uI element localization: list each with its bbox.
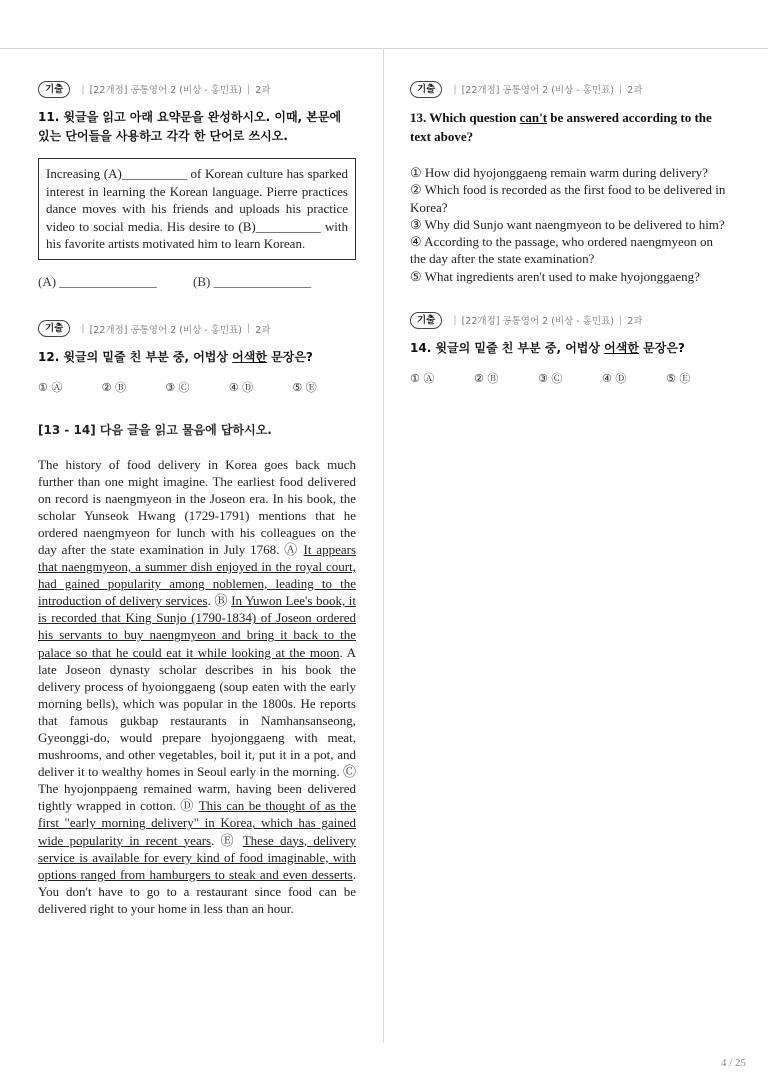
q13-choices [410, 164, 730, 285]
column-divider [383, 48, 384, 1043]
q14-option-2[interactable]: ② Ⓑ [474, 372, 499, 386]
q11-summary-box: Increasing (A)__________ of Korean culture has sparked interest in learning the Korean language. Pierre practices dance moves with his friends and uploads his practice video to social media. His desire to (B)__________ with his favorite artists motivated him to learn Korean. [38, 158, 356, 260]
q13-choice-2[interactable]: ② Which food is recorded as the first food to be delivered in Korea? [410, 182, 726, 215]
underlined-sentence-b: In Yuwon Lee's book, it is recorded that King Sunjo (1790-1834) of Joseon ordered his servants to buy naengmyeon and bring it back to the palace so that he could eat it while looking at the moon [38, 593, 356, 660]
separator: | [453, 314, 457, 326]
separator: | [81, 83, 85, 95]
q14-option-5[interactable]: ⑤ Ⓔ [666, 372, 691, 386]
q11-title: 11. 윗글을 읽고 아래 요약문을 완성하시오. 이때, 본문에 있는 단어들을 사용하고 각각 한 단어로 쓰시오. [38, 110, 342, 143]
lesson-label: 2과 [627, 316, 643, 328]
lesson-label: 2과 [255, 85, 271, 96]
q14-option-3[interactable]: ③ Ⓒ [538, 372, 563, 386]
source-label: [22개정] 공통영어 2 (비상 - 홍민표) [461, 85, 614, 96]
separator: | [247, 83, 251, 95]
separator: | [81, 323, 85, 334]
q12-option-3[interactable]: ③ Ⓒ [165, 380, 190, 394]
top-rule [0, 48, 768, 49]
q13-choice-4[interactable]: ④ According to the passage, who ordered naengmyeon on the day after the state examination? [410, 234, 713, 267]
separator: | [453, 83, 457, 95]
separator: | [619, 83, 623, 95]
q13-choice-3[interactable]: ③ Why did Sunjo want naengmyeon to be delivered to him? [410, 216, 725, 232]
exam-tag: 기출 [38, 81, 70, 98]
q13-title-pre: 13. Which question [410, 110, 520, 125]
q14-option-4[interactable]: ④ Ⓓ [602, 372, 627, 386]
reading-passage [38, 456, 356, 918]
q13-title-post: be answered according to the text above? [410, 110, 712, 144]
lesson-label: 2과 [627, 85, 643, 96]
source-label: [22개정] 공통영어 2 (비상 - 홍민표) [461, 316, 614, 328]
passage-text: . You don't have to go to a restaurant since food can be delivered right to your home in less than an hour. [38, 866, 356, 916]
q12-option-5[interactable]: ⑤ Ⓔ [292, 380, 317, 394]
left-column [38, 80, 356, 917]
q14-title-post: 문장은? [638, 341, 685, 356]
q14-option-1[interactable]: ① Ⓐ [410, 372, 435, 386]
q14-options [410, 370, 730, 386]
q12-source-line [38, 320, 356, 338]
section-title: [13 - 14] 다음 글을 읽고 물음에 답하시오. [38, 422, 272, 437]
passage-text: . A late Joseon dynasty scholar describes in his book the delivery process of hyoionggaeng (soup eaten with the early morning bells), which was popular in the 1800s. He reports that famous gukbap restaurants in Namhansanseong, Gyeonggi-do, would prepare hyojonggaeng with meat, mushrooms, and other vegetables, boil it, put it in a pot, and deliver it to wealthy homes in Seoul early in the morning. Ⓒ The hyojonppaeng remained warm, having been delivered tightly wrapped in cotton. Ⓓ [38, 644, 356, 814]
q12-options [38, 379, 356, 395]
q12-option-4[interactable]: ④ Ⓓ [228, 380, 254, 394]
q14-source-line [410, 311, 730, 329]
q11-source-line [38, 80, 356, 98]
right-column [410, 80, 730, 386]
q13-title-underlined: can't [519, 110, 548, 125]
source-label: [22개정] 공통영어 2 (비상 - 홍민표) [89, 324, 242, 336]
page-number: 4 / 25 [720, 1057, 746, 1069]
q14-title-pre: 14. 윗글의 밑줄 친 부분 중, 어법상 [410, 341, 605, 356]
separator: | [247, 323, 251, 334]
passage-text: . Ⓔ [211, 832, 243, 848]
q13-source-line [410, 80, 730, 98]
passage-text: The history of food delivery in Korea goes back much further than one might imagine. The earliest food delivered on record is naengmyeon in the Joseon era. In his book, the scholar Yunseok Hwang (1729-1791) mentions that he ordered naengmyeon for lunch with his colleagues on the day after the state examination in July 1768. Ⓐ [38, 456, 356, 557]
q14-title [410, 339, 730, 358]
q13-choice-1[interactable]: ① How did hyojonggaeng remain warm during delivery? [410, 165, 708, 180]
exam-tag: 기출 [38, 320, 70, 337]
q12-option-2[interactable]: ② Ⓑ [101, 380, 126, 394]
underlined-sentence-d: This can be thought of as the first "early morning delivery" in Korea, which has gained wide popularity in recent years [38, 798, 357, 848]
exam-tag: 기출 [410, 81, 442, 98]
q14-title-underlined: 어색한 [604, 341, 639, 356]
q13-title [410, 108, 730, 146]
source-label: [22개정] 공통영어 2 (비상 - 홍민표) [89, 85, 242, 96]
q12-title [38, 348, 356, 367]
passage-text: . Ⓑ [207, 593, 232, 609]
blank-b[interactable]: (B) _______________ [193, 273, 312, 289]
q12-title-post: 문장은? [266, 349, 313, 364]
q12-title-underlined: 어색한 [232, 349, 267, 364]
underlined-sentence-e: These days, delivery service is available for every kind of food imaginable, with options ranged from hamburgers to steak and even desserts [38, 832, 357, 882]
lesson-label: 2과 [255, 324, 271, 336]
exam-tag: 기출 [410, 312, 442, 329]
separator: | [619, 314, 623, 326]
q11-answer-blanks [38, 274, 356, 290]
blank-a[interactable]: (A) _______________ [38, 273, 157, 289]
q12-title-pre: 12. 윗글의 밑줄 친 부분 중, 어법상 [38, 349, 233, 364]
q13-choice-5[interactable]: ⑤ What ingredients aren't used to make hyojonggaeng? [410, 268, 700, 284]
underlined-sentence-a: It appears that naengmyeon, a summer dish enjoyed in the royal court, had gained popularity among noblemen, leading to the introduction of delivery services [38, 541, 357, 609]
q12-option-1[interactable]: ① Ⓐ [38, 380, 63, 394]
